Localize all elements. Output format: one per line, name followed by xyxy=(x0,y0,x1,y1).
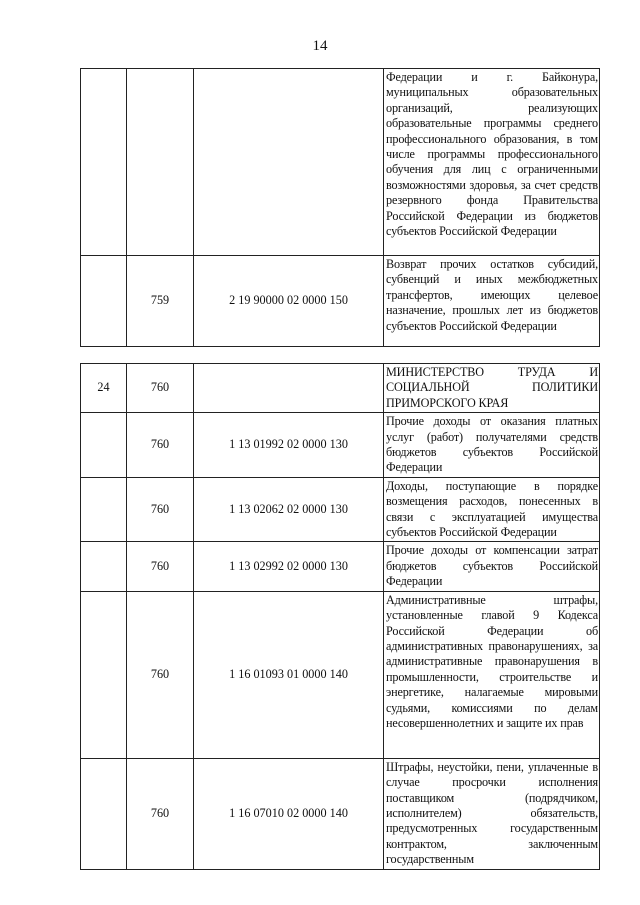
ministry-revenue-table xyxy=(80,363,600,870)
revenue-code-cell xyxy=(194,69,384,256)
table-row xyxy=(81,256,600,347)
table-row xyxy=(81,413,600,478)
administrator-code-cell: 760 xyxy=(127,413,194,478)
table-row xyxy=(81,542,600,591)
revenue-description-cell: Доходы, поступающие в порядке возмещения расходов, понесенных в связи с эксплуатацией имущества субъектов Российской Федерации xyxy=(384,477,600,542)
row-number-cell xyxy=(81,477,127,542)
revenue-code-cell xyxy=(194,364,384,413)
table-row xyxy=(81,477,600,542)
table-row xyxy=(81,69,600,256)
row-number-cell xyxy=(81,256,127,347)
row-number-cell xyxy=(81,413,127,478)
page-number: 14 xyxy=(312,38,328,54)
row-number-cell xyxy=(81,542,127,591)
administrator-code-cell: 760 xyxy=(127,477,194,542)
revenue-description-cell: Прочие доходы от компенсации затрат бюджетов субъектов Российской Федерации xyxy=(384,542,600,591)
table-row-ministry-header xyxy=(81,364,600,413)
administrator-code-cell: 759 xyxy=(127,256,194,347)
administrator-code-cell: 760 xyxy=(127,591,194,758)
revenue-description-cell: Возврат прочих остатков субсидий, субвенций и иных межбюджетных трансфертов, имеющих целевое назначение, прошлых лет из бюджетов субъектов Российской Федерации xyxy=(384,256,600,347)
revenue-table-continued xyxy=(80,68,600,347)
table-row xyxy=(81,758,600,869)
revenue-code-cell: 1 13 02992 02 0000 130 xyxy=(194,542,384,591)
administrator-code-cell: 760 xyxy=(127,542,194,591)
revenue-description-cell: Прочие доходы от оказания платных услуг (работ) получателями средств бюджетов субъектов Российской Федерации xyxy=(384,413,600,478)
ministry-name-cell: МИНИСТЕРСТВО ТРУДА И СОЦИАЛЬНОЙ ПОЛИТИКИ ПРИМОРСКОГО КРАЯ xyxy=(384,364,600,413)
row-number-cell xyxy=(81,69,127,256)
administrator-code-cell: 760 xyxy=(127,758,194,869)
revenue-code-cell: 2 19 90000 02 0000 150 xyxy=(194,256,384,347)
table-row xyxy=(81,591,600,758)
revenue-description-cell: Штрафы, неустойки, пени, уплаченные в случае просрочки исполнения поставщиком (подрядчиком, исполнителем) обязательств, предусмотренных государственным контрактом, заключенным государственным xyxy=(384,758,600,869)
revenue-code-cell: 1 16 07010 02 0000 140 xyxy=(194,758,384,869)
row-number-cell xyxy=(81,758,127,869)
revenue-code-cell: 1 13 02062 02 0000 130 xyxy=(194,477,384,542)
revenue-description-cell: Административные штрафы, установленные главой 9 Кодекса Российской Федерации об административных правонарушениях, за административные правонарушения в промышленности, строительстве и энергетике, налагаемые мировыми судьями, комиссиями по делам несовершеннолетних и защите их прав xyxy=(384,591,600,758)
revenue-code-cell: 1 13 01992 02 0000 130 xyxy=(194,413,384,478)
row-number-cell xyxy=(81,591,127,758)
administrator-code-cell xyxy=(127,69,194,256)
administrator-code-cell: 760 xyxy=(127,364,194,413)
revenue-description-cell: Федерации и г. Байконура, муниципальных образовательных организаций, реализующих образовательные программы среднего профессионального образования, в том числе программы профессионального обучения для лиц с ограниченными возможностями здоровья, за счет средств резервного фонда Правительства Российской Федерации из бюджетов субъектов Российской Федерации xyxy=(384,69,600,256)
row-number-cell: 24 xyxy=(81,364,127,413)
revenue-code-cell: 1 16 01093 01 0000 140 xyxy=(194,591,384,758)
